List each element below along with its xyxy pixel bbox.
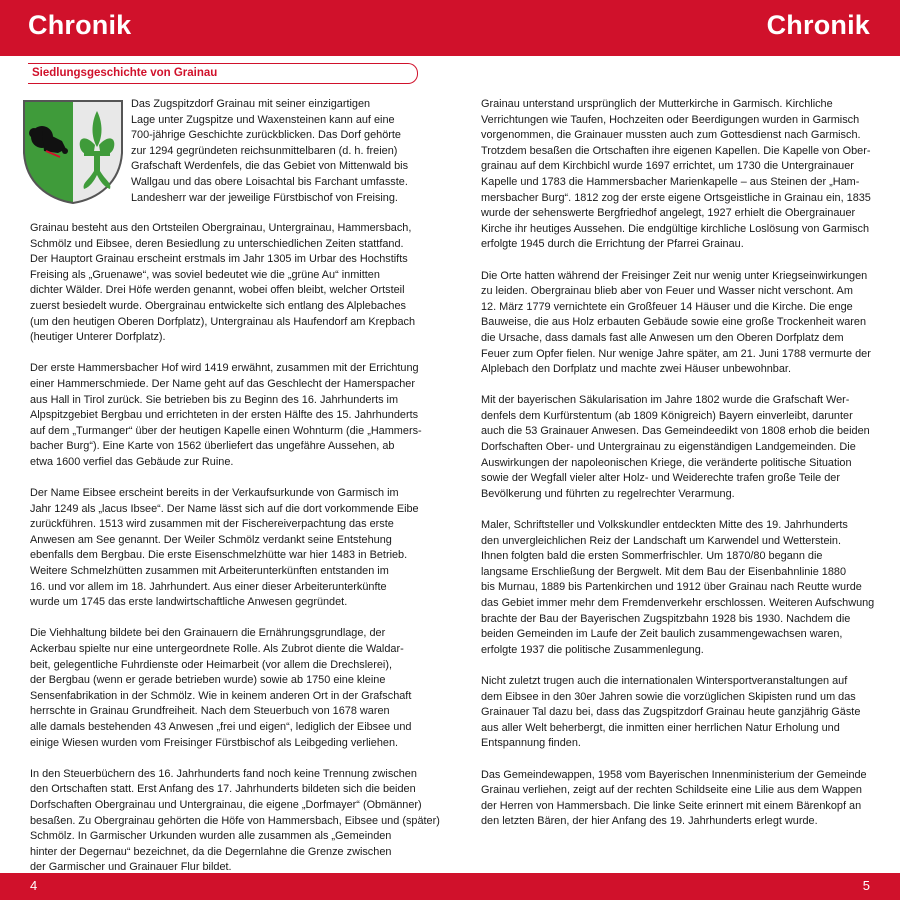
text-line: sowie der Wegfall vieler alter Holz- und Weiderechte trafen große Teile der [481, 472, 840, 485]
text-line: Ackerbau spielte nur eine untergeordnete Rolle. Als Zubrot diente die Waldar- [30, 643, 404, 656]
text-line: Schmölz. In Garmischer Urkunden wurden alle zusammen als „Gemeinden [30, 830, 392, 843]
text-line: aus Hall in Tirol zurück. Sie betrieben bis zu Beginn des 16. Jahrhunderts im [30, 393, 399, 406]
text-line: Dorfschaften Ober- und Untergrainau zu eigenständigen Landgemeinden. Die [481, 441, 856, 454]
text-line: brachte der Bau der Bayerischen Zugspitzbahn 1928 bis 1930. Nachdem die [481, 612, 851, 625]
left-column [30, 221, 440, 892]
text-line: den unvergleichlichen Reiz der Landschaft um Karwendel und Wetterstein. [481, 534, 842, 547]
text-line: Der Name Eibsee erscheint bereits in der Verkaufsurkunde von Garmisch im [30, 487, 399, 500]
text-line: auf dem „Turmanger“ über der heutigen Kapelle einen Wohnturm (die „Hammers- [30, 424, 422, 437]
right-column [481, 97, 873, 846]
text-line: zur 1294 gegründeten reichsunmittelbaren (d. h. freien) [131, 144, 398, 157]
text-line: wurde der sehenswerte Bergfriedhof angelegt, 1927 erhielt die Obergrainauer [481, 207, 856, 220]
left-page-title: Chronik [28, 10, 132, 40]
text-line: den letzten Bären, der hier Anfang des 19. Jahrhunderts erlegt wurde. [481, 815, 818, 828]
text-line: Mit der bayerischen Säkularisation im Jahre 1802 wurde die Grafschaft Wer- [481, 394, 850, 407]
text-line: (heutiger Unterer Dorfplatz). [30, 331, 166, 344]
text-line: grainau auf dem Kirchbichl wurde 1697 errichtet, um 1730 die Untergrainauer [481, 160, 854, 173]
text-line: Maler, Schriftsteller und Volkskundler entdeckten Mitte des 19. Jahrhunderts [481, 519, 848, 532]
footer-bar [0, 873, 900, 900]
text-line: wurde um 1745 das erste landwirtschaftliche Anwesen gegründet. [30, 596, 348, 609]
page-number-right: 5 [862, 878, 870, 893]
text-line: dem Eibsee in den 30er Jahren sowie die vorzüglichen Skipisten rund um das [481, 690, 856, 703]
text-line: Bauweise, die aus Holz erbauten Gebäude sowie eine große Trockenheit waren [481, 316, 867, 329]
text-line: Anwesen am See genannt. Der Weiler Schmölz verdankt seine Entstehung [30, 533, 392, 546]
text-line: der Garmischer und Grainauer Flur bildet. [30, 861, 232, 874]
text-line: 16. und vor allem im 18. Jahrhundert. Aus einer dieser Arbeiterunterkünfte [30, 580, 387, 593]
text-line: Der Hauptort Grainau erscheint erstmals im Jahr 1305 im Urbar des Hochstifts [30, 253, 408, 266]
text-line: etwa 1600 verfiel das Gebäude zur Ruine. [30, 455, 234, 468]
paragraph [30, 361, 420, 470]
text-line: aus aller Welt beherbergt, die inmitten einer herrlichen Natur Erholung und [481, 721, 840, 734]
paragraph [481, 674, 873, 752]
paragraph [30, 626, 420, 751]
section-heading-box [28, 63, 418, 84]
text-line: auch die 53 Grainauer Anwesen. Das Gemeindeedikt von 1808 erhob die beiden [481, 425, 870, 438]
text-line: Der erste Hammersbacher Hof wird 1419 erwähnt, zusammen mit der Errichtung [30, 362, 419, 375]
paragraph [481, 269, 873, 378]
text-line: Alpspitzgebiet Bergbau und errichteten in der ersten Hälfte des 15. Jahrhunderts [30, 409, 419, 422]
text-line: Bevölkerung und führten zu regelrechter Verarmung. [481, 487, 735, 500]
paragraph [481, 768, 873, 830]
page-number-left: 4 [30, 878, 38, 893]
text-line: Die Orte hatten während der Freisinger Zeit nur wenig unter Kriegseinwirkungen [481, 269, 868, 282]
text-line: der Bergbau (wenn er gerade betrieben wurde) sowie ab 1750 eine kleine [30, 674, 386, 687]
paragraph [481, 97, 873, 253]
text-line: Wallgau und das obere Loisachtal bis Farchant umfasste. [131, 175, 408, 188]
text-line: herrschte in Grainau Grundfreiheit. Nach dem Steuerbuch von 1678 waren [30, 705, 390, 718]
text-line: den Ortschaften statt. Erst Anfang des 17. Jahrhunderts bildeten sich die beiden [30, 783, 416, 796]
text-line: Grafschaft Werdenfels, die das Gebiet von Mittenwald bis [131, 160, 409, 173]
text-line: Trotzdem besaßen die Ortschaften ihre eigenen Kapellen. Die Kapelle von Ober- [481, 144, 871, 157]
text-line: hinter der Degernau“ bezeichnet, da die Degernlahne die Grenze zwischen [30, 845, 392, 858]
text-line: 12. März 1779 vernichtete ein Großfeuer 14 Häuser und die Kirche. Die enge [481, 300, 853, 313]
text-line: vorgenommen, die Grainauer mussten auch zum Gottesdienst nach Garmisch. [481, 129, 861, 142]
header-bar [0, 0, 900, 56]
text-line: der Herren von Hammersbach. Die linke Seite erinnert mit einem Bärenkopf an [481, 799, 862, 812]
text-line: Verrichtungen wie Taufen, Hochzeiten oder Beerdigungen wurden in Garmisch [481, 113, 860, 126]
text-line: erfolgte 1945 durch die Errichtung der Pfarrei Grainau. [481, 238, 744, 251]
text-line: Grainauer Tal dazu bei, dass das Zugspitzdorf Grainau heute ganzjährig Gäste [481, 706, 861, 719]
text-line: Kapelle und 1783 die Hammersbacher Marienkapelle – aus Steinen der „Ham- [481, 175, 860, 188]
text-line: Die Viehhaltung bildete bei den Grainauern die Ernährungsgrundlage, der [30, 627, 386, 640]
text-line: ebenfalls dem Bergbau. Die erste Eisenschmelzhütte war hier 1483 in Betrieb. [30, 549, 408, 562]
coat-of-arms-icon [20, 97, 126, 209]
text-line: Kirche ihr heutiges Aussehen. Die endgültige kirchliche Loslösung von Garmisch [481, 222, 870, 235]
text-line: bis Murnau, 1889 bis Partenkirchen und 1912 über Grainau nach Reutte wurde [481, 581, 862, 594]
paragraph [481, 393, 873, 502]
text-line: Dorfschaften Obergrainau und Untergrainau, die eigene „Dorfmayer“ (Obmänner) [30, 798, 422, 811]
text-line: Das Gemeindewappen, 1958 vom Bayerischen Innenministerium der Gemeinde [481, 768, 867, 781]
text-line: Schmölz und Eibsee, deren Besiedlung zu unterschiedlichen Zeiten stattfand. [30, 237, 404, 250]
paragraph [30, 486, 420, 611]
section-heading: Siedlungsgeschichte von Grainau [32, 67, 218, 79]
text-line: Nicht zuletzt trugen auch die internationalen Wintersportveranstaltungen auf [481, 674, 848, 687]
text-line: Grainau besteht aus den Ortsteilen Obergrainau, Untergrainau, Hammersbach, [30, 222, 412, 234]
text-line: Freising als „Gruenawe“, was soviel bedeutet wie die „grüne Au“ inmitten [30, 268, 380, 281]
text-line: Lage unter Zugspitze und Waxensteinen kann auf eine [131, 113, 395, 126]
paragraph [481, 518, 873, 658]
text-line: beiden Gemeinden im Laufe der Zeit baulich zusammengewachsen waren, [481, 628, 843, 641]
text-line: mersbacher Burg“. 1812 zog der erste eigene Ortsgeistliche in Grainau ein, 1835 [481, 191, 871, 204]
text-line: Weitere Schmelzhütten zusammen mit Arbeiterunterkünften entstanden im [30, 565, 389, 578]
text-line: einer Hammerschmiede. Der Name geht auf das Geschlecht der Hamerspacher [30, 377, 415, 390]
text-line: 700-jährige Geschichte zurückblicken. Das Dorf gehörte [131, 129, 401, 142]
text-line: Alplebach den Dorfplatz und machte zwei Häuser unbewohnbar. [481, 363, 791, 376]
text-line: Das Zugspitzdorf Grainau mit seiner einzigartigen [131, 98, 371, 110]
text-line: Feuer zum Opfer fielen. Nur wenige Jahre später, am 21. Juni 1788 vermurte der [481, 347, 871, 360]
text-line: zu leiden. Obergrainau blieb aber von Feuer und Wasser nicht verschont. Am [481, 285, 853, 298]
text-line: Landesherr war der jeweilige Fürstbischof von Freising. [131, 191, 398, 204]
intro-paragraph [131, 97, 416, 206]
text-line: Entspannung finden. [481, 737, 581, 750]
text-line: beit, gelegentliche Fuhrdienste oder Heimarbeit (vor allem die Drechslerei), [30, 658, 392, 671]
paragraph [30, 767, 440, 876]
text-line: langsame Erschließung der Bergwelt. Mit dem Bau der Eisenbahnlinie 1880 [481, 565, 847, 578]
text-line: besaßen. Zu Obergrainau gehörten die Höfe von Hammersbach, Eibsee und (später) [30, 814, 440, 827]
text-line: erfolgte 1937 die politische Zusammenlegung. [481, 643, 704, 656]
text-line: In den Steuerbüchern des 16. Jahrhunderts fand noch keine Trennung zwischen [30, 767, 417, 780]
text-line: dichter Wälder. Drei Höfe werden genannt, wobei offen bleibt, welcher Ortsteil [30, 284, 405, 297]
text-line: (um den heutigen Oberen Dorfplatz), Untergrainau als Haufendorf am Krepbach [30, 315, 416, 328]
text-line: Grainau verliehen, zeigt auf der rechten Schildseite eine Lilie aus dem Wappen [481, 784, 862, 797]
paragraph [30, 221, 420, 346]
text-line: Auswirkungen der napoleonischen Kriege, die veränderte politische Situation [481, 456, 852, 469]
text-line: Jahr 1249 als „lacus Ibsee“. Der Name lässt sich auf die dort vorkommende Eibe [30, 502, 419, 515]
text-line: Ihnen folgten bald die ersten Sommerfrischler. Um 1870/80 begann die [481, 550, 823, 563]
text-line: bacher Burg“). Eine Karte von 1562 überliefert das ungefähre Aussehen, ab [30, 440, 395, 453]
text-line: Sensenfabrikation in der Schmölz. Wie in keinem anderen Ort in der Grafschaft [30, 689, 412, 702]
right-page-title: Chronik [766, 10, 870, 40]
text-line: zuerst besiedelt wurde. Obergrainau entwickelte sich entlang des Alplebaches [30, 299, 406, 312]
text-line: die Ursache, dass damals fast alle Anwesen um den Oberen Dorfplatz dem [481, 331, 844, 344]
text-line: denfels dem Kurfürstentum (ab 1809 Königreich) Bayern einverleibt, darunter [481, 409, 853, 422]
text-line: das Gebiet immer mehr dem Fremdenverkehr erschlossen. Weiteren Aufschwung [481, 597, 875, 609]
text-line: zurückführen. 1513 wird zusammen mit der Fischereiverpachtung das erste [30, 518, 394, 531]
text-line: alle damals bestehenden 43 Anwesen „frei und eigen“, lediglich der Eibsee und [30, 721, 412, 733]
text-line: Grainau unterstand ursprünglich der Mutterkirche in Garmisch. Kirchliche [481, 98, 833, 110]
text-line: einige Wiesen wurden vom Freisinger Fürstbischof als Leibgeding verliehen. [30, 736, 399, 749]
